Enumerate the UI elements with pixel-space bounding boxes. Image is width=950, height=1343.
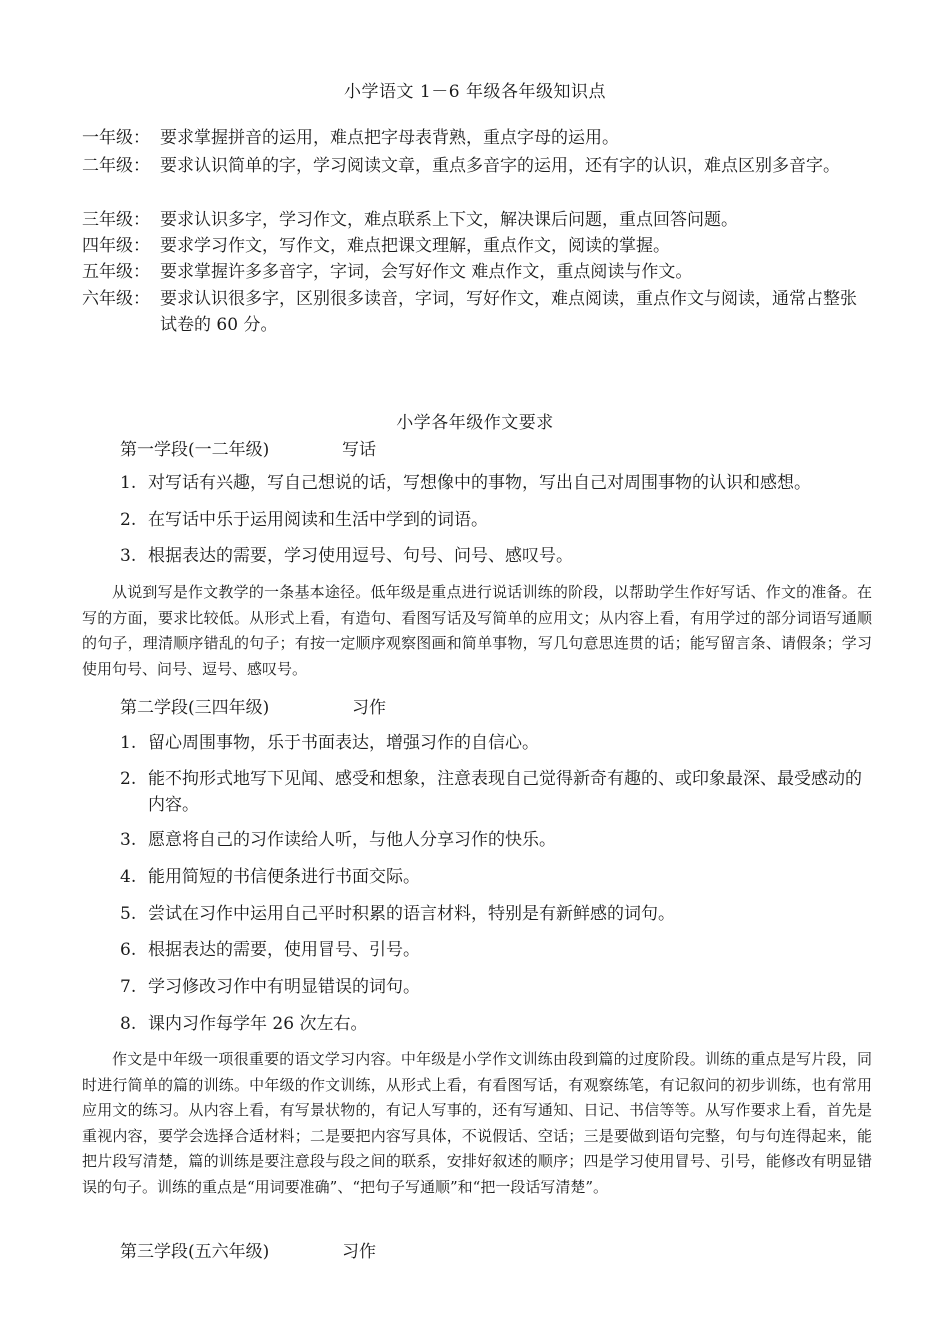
stage-title: 第二学段(三四年级) bbox=[120, 698, 270, 718]
stage-paragraph-2: 作文是中年级一项很重要的语文学习内容。中年级是小学作文训练由段到篇的过度阶段。训练的重点是写片段，同时进行简单的篇的训练。中年级的作文训练，从形式上看，有看图写话，有观察练笔，有记叙问的初步训练，也有常用应用文的练习。从内容上看，有写景状物的，有记人写事的，还有写通知、日记、书信等等。从写作要求上看，首先是重视内容，要学会选择合适材料；二是要把内容写具体，不说假话、空话；三是要做到语句完整，句与句连得起来，能把片段写清楚，篇的训练是要注意段与段之间的联系，安排好叙述的顺序；四是学习使用冒号、引号，能修改有明显错误的句子。训练的重点是“用词要准确”、“把句子写通顺”和“把一段话写清楚”。 bbox=[82, 1050, 872, 1196]
stage-subtitle: 写话 bbox=[342, 440, 376, 460]
stage-subtitle: 习作 bbox=[352, 698, 386, 718]
grade-text: 要求认识简单的字，学习阅读文章，重点多音字的运用，还有字的认识，难点区别多音字。 bbox=[160, 156, 840, 176]
grade-label: 六年级： bbox=[82, 289, 150, 309]
grade-label: 三年级： bbox=[82, 210, 150, 230]
item-text: 留心周围事物，乐于书面表达，增强习作的自信心。 bbox=[148, 733, 539, 753]
item-text: 对写话有兴趣，写自己想说的话，写想像中的事物，写出自己对周围事物的认识和感想。 bbox=[148, 473, 811, 493]
item-number: 1. bbox=[120, 473, 137, 493]
grade-text: 要求认识多字，学习作文，难点联系上下文，解决课后问题，重点回答问题。 bbox=[160, 210, 738, 230]
grade-line-3 bbox=[82, 207, 872, 233]
grade-text: 要求认识很多字，区别很多读音，字词，写好作文，难点阅读，重点作文与阅读，通常占整张试卷的 60 分。 bbox=[160, 289, 857, 335]
item-number: 7. bbox=[120, 977, 137, 997]
item-number: 8. bbox=[120, 1014, 137, 1034]
item-text: 根据表达的需要，学习使用逗号、句号、问号、感叹号。 bbox=[148, 546, 573, 566]
item-number: 2. bbox=[120, 510, 137, 530]
doc-title-composition: 小学各年级作文要求 bbox=[396, 413, 554, 433]
item-number: 1. bbox=[120, 733, 137, 753]
stage-subtitle: 习作 bbox=[342, 1242, 376, 1262]
grade-label: 二年级： bbox=[82, 156, 150, 176]
stage-title: 第三学段(五六年级) bbox=[120, 1242, 270, 1262]
item-text: 学习修改习作中有明显错误的词句。 bbox=[148, 977, 420, 997]
item-text: 在写话中乐于运用阅读和生活中学到的词语。 bbox=[148, 510, 488, 530]
item-text: 根据表达的需要，使用冒号、引号。 bbox=[148, 940, 420, 960]
doc-title-knowledge: 小学语文 1－6 年级各年级知识点 bbox=[344, 82, 606, 102]
item-text: 愿意将自己的习作读给人听，与他人分享习作的快乐。 bbox=[148, 830, 556, 850]
stage-paragraph-1: 从说到写是作文教学的一条基本途径。低年级是重点进行说话训练的阶段，以帮助学生作好写话、作文的准备。在写的方面，要求比较低。从形式上看，有造句、看图写话及写简单的应用文；从内容上看，有用学过的部分词语写通顺的句子，理清顺序错乱的句子；有按一定顺序观察图画和简单事物，写几句意思连贯的话；能写留言条、请假条；学习使用句号、问号、逗号、感叹号。 bbox=[82, 583, 872, 678]
grade-line-4 bbox=[82, 233, 872, 259]
grade-label: 四年级： bbox=[82, 236, 150, 256]
grade-label: 一年级： bbox=[82, 128, 150, 148]
stage-heading-2 bbox=[120, 693, 386, 718]
item-text: 能用简短的书信便条进行书面交际。 bbox=[148, 867, 420, 887]
grade-text: 要求掌握拼音的运用，难点把字母表背熟，重点字母的运用。 bbox=[160, 128, 619, 148]
item-number: 2. bbox=[120, 769, 137, 789]
grade-line-5 bbox=[82, 259, 872, 285]
grade-label: 五年级： bbox=[82, 262, 150, 282]
item-number: 4. bbox=[120, 867, 137, 887]
item-number: 3. bbox=[120, 830, 137, 850]
item-number: 6. bbox=[120, 940, 137, 960]
item-number: 3. bbox=[120, 546, 137, 566]
stage-heading-1 bbox=[120, 435, 376, 460]
item-text: 课内习作每学年 26 次左右。 bbox=[148, 1014, 368, 1034]
item-number: 5. bbox=[120, 904, 137, 924]
grade-line-2 bbox=[82, 153, 872, 179]
stage-heading-3 bbox=[120, 1237, 376, 1262]
grade-line-1 bbox=[82, 125, 872, 151]
item-text: 尝试在习作中运用自己平时积累的语言材料，特别是有新鲜感的词句。 bbox=[148, 904, 675, 924]
item-text: 能不拘形式地写下见闻、感受和想象，注意表现自己觉得新奇有趣的、或印象最深、最受感动的内容。 bbox=[148, 769, 862, 815]
grade-text: 要求掌握许多多音字，字词，会写好作文 难点作文，重点阅读与作文。 bbox=[160, 262, 693, 282]
grade-line-6 bbox=[82, 286, 872, 335]
stage-title: 第一学段(一二年级) bbox=[120, 440, 270, 460]
grade-text: 要求学习作文，写作文，难点把课文理解，重点作文，阅读的掌握。 bbox=[160, 236, 670, 256]
